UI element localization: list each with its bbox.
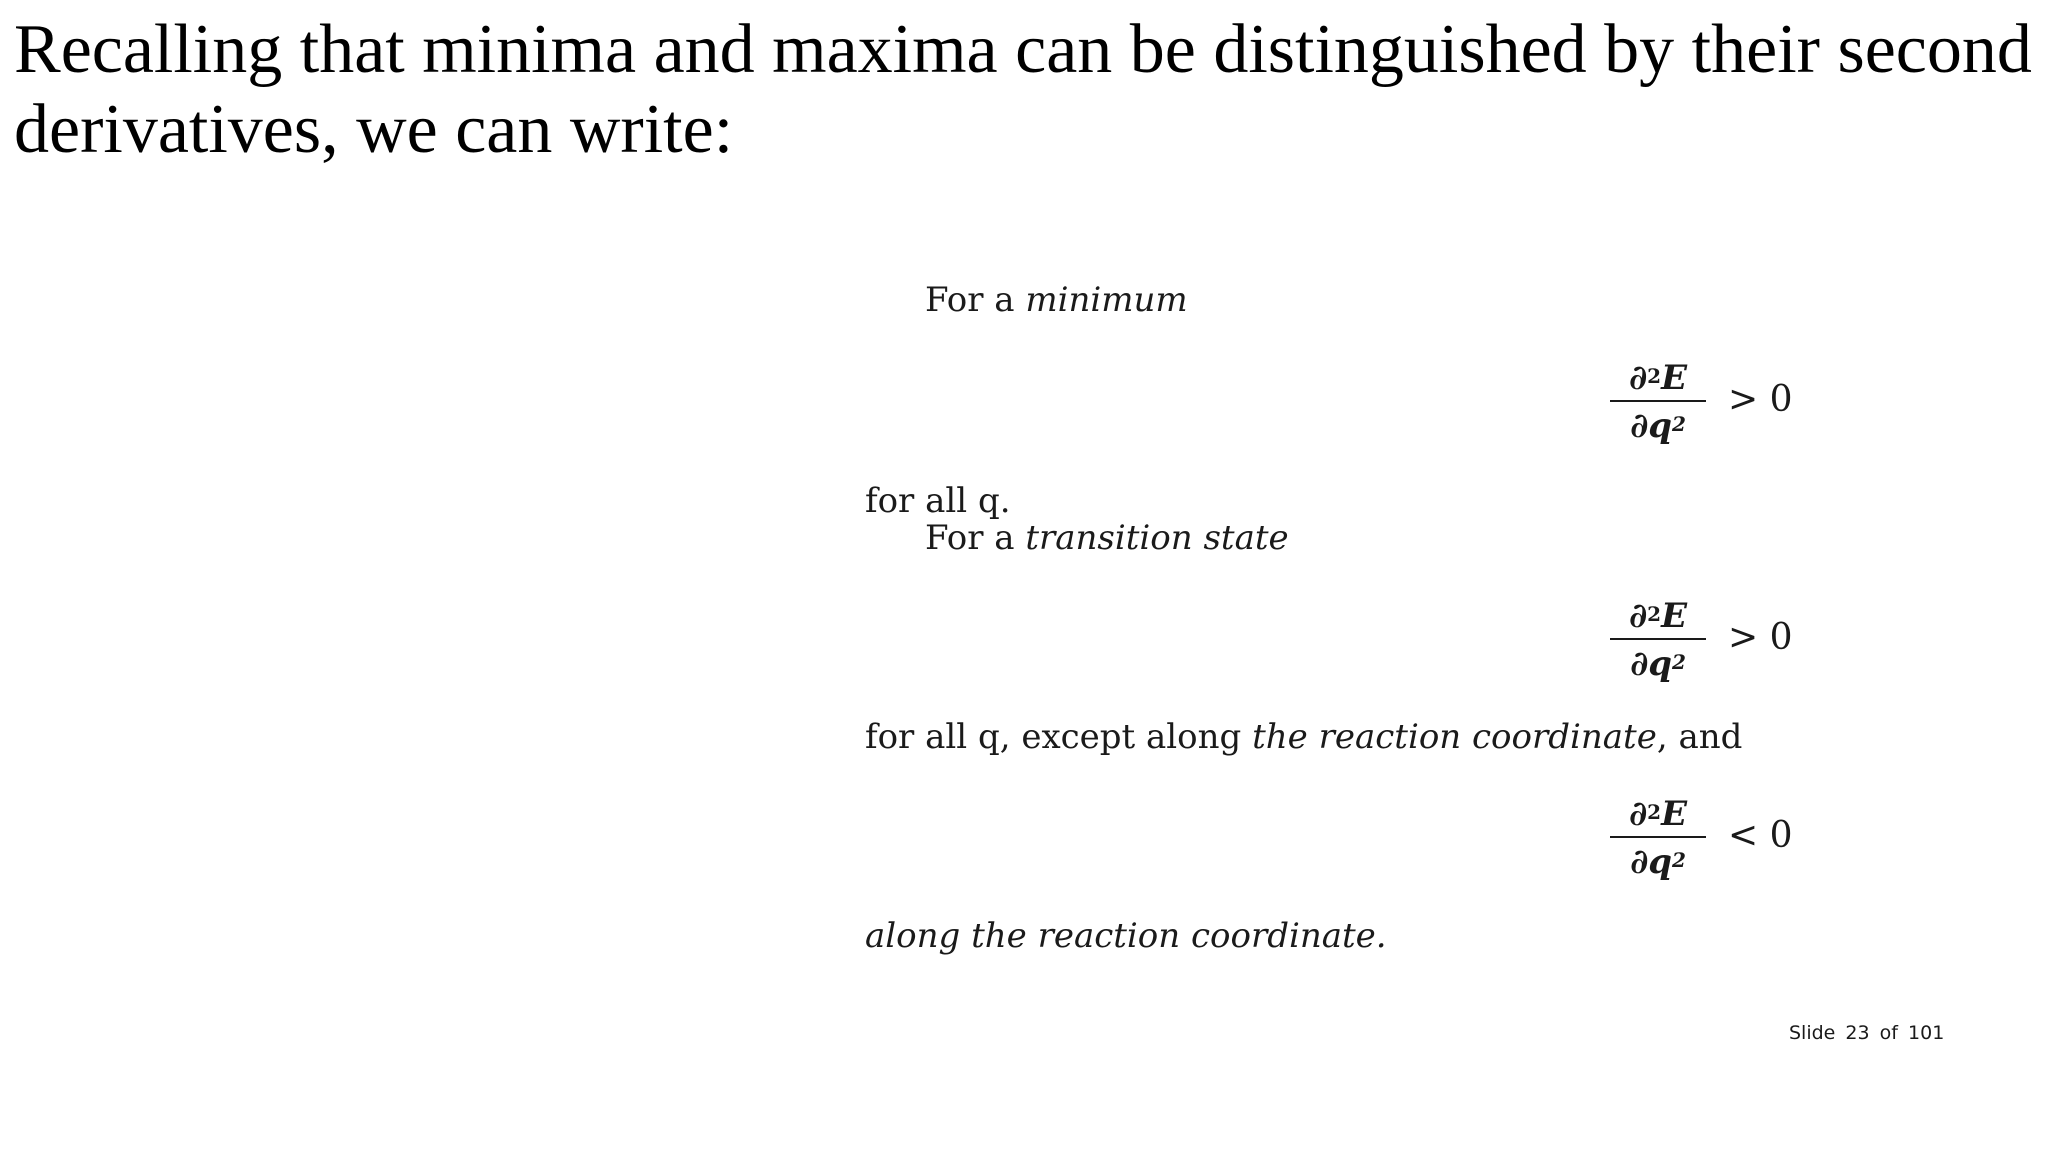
slide-of: of — [1879, 1022, 1898, 1044]
fraction-bar — [1610, 400, 1706, 402]
slide-counter — [1789, 1022, 1944, 1044]
slide-heading: Recalling that minima and maxima can be distinguished by their second derivatives, we can write: — [14, 11, 2032, 168]
fraction-numerator: ∂$^2$E — [1628, 358, 1687, 398]
fraction-numerator: ∂$^2$E — [1628, 794, 1687, 834]
slide-label: Slide — [1789, 1022, 1836, 1044]
fraction-numerator: ∂$^2$E — [1628, 596, 1687, 636]
fraction-denominator: $\partial q^2$ — [1630, 644, 1686, 684]
minimum-term: minimum — [1025, 280, 1188, 320]
transition-state-condition: for all q, except along the reaction coordinate, and — [865, 717, 1743, 757]
fraction-bar — [1610, 638, 1706, 640]
minimum-intro-prefix: For a — [925, 280, 1026, 320]
minimum-condition: for all q. — [865, 481, 1011, 521]
relation: < 0 — [1728, 815, 1793, 856]
relation: > 0 — [1728, 617, 1793, 658]
transition-state-intro-prefix: For a — [925, 518, 1026, 558]
equation-transition-state — [1610, 596, 1810, 686]
transition-state-term: transition state — [1025, 518, 1289, 558]
fraction-denominator: $\partial q^2$ — [1630, 842, 1686, 882]
second-derivative-fraction — [1610, 358, 1706, 446]
reaction-coordinate-term: the reaction coordinate — [1252, 717, 1657, 757]
minimum-intro — [925, 280, 1188, 320]
fraction-denominator: $\partial q^2$ — [1630, 406, 1686, 446]
second-derivative-fraction — [1610, 794, 1706, 882]
second-derivative-fraction — [1610, 596, 1706, 684]
slide-total: 101 — [1908, 1022, 1945, 1044]
reaction-coordinate-condition: along the reaction coordinate. — [865, 916, 1387, 956]
slide-current: 23 — [1845, 1022, 1870, 1044]
relation: > 0 — [1728, 379, 1793, 420]
fraction-bar — [1610, 836, 1706, 838]
equation-reaction-coordinate — [1610, 794, 1810, 884]
equation-minimum — [1610, 358, 1810, 448]
transition-state-intro — [925, 518, 1289, 558]
